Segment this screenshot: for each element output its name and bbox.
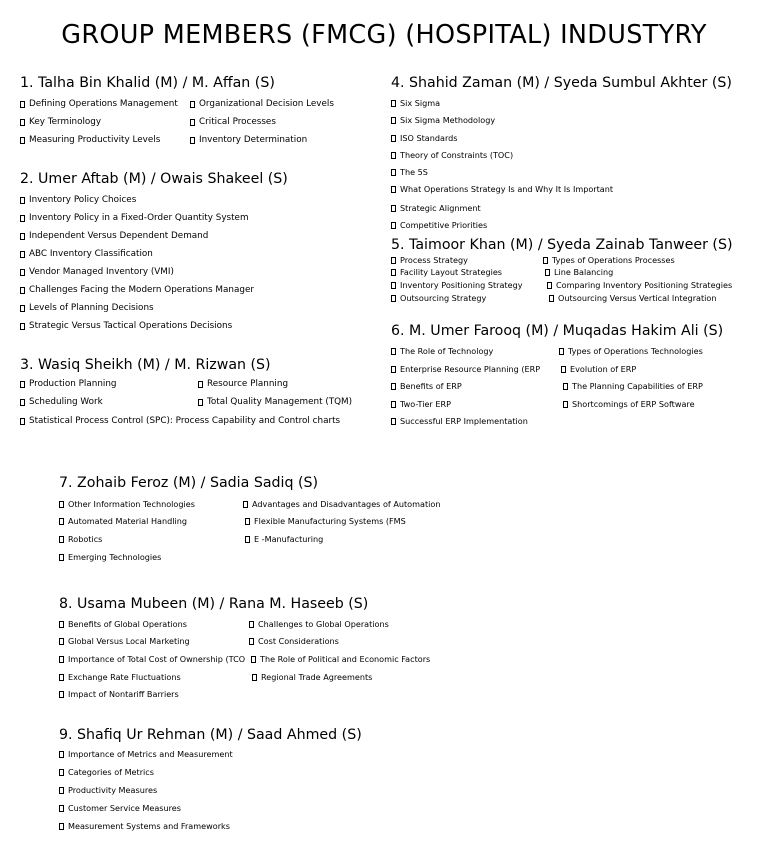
topic-item (391, 97, 440, 109)
topic-item (59, 766, 154, 778)
topic-label: Independent Versus Dependent Demand (29, 231, 209, 241)
topic-label: Scheduling Work (29, 397, 103, 407)
topic-item (20, 320, 232, 332)
checkbox-icon (391, 100, 396, 107)
topic-label: Measurement Systems and Frameworks (68, 821, 230, 831)
checkbox-icon (243, 501, 248, 508)
group-9 (59, 726, 362, 831)
topic-label: Inventory Positioning Strategy (400, 280, 523, 290)
checkbox-icon (20, 381, 25, 388)
topic-label: Successful ERP Implementation (400, 416, 528, 426)
checkbox-icon (20, 101, 25, 108)
checkbox-icon (391, 282, 396, 289)
checkbox-icon (391, 257, 396, 264)
topic-label: Total Quality Management (TQM) (207, 397, 353, 407)
checkbox-icon (563, 383, 568, 390)
topic-item (20, 284, 254, 296)
topic-label: E -Manufacturing (254, 534, 324, 544)
topic-item (391, 183, 613, 195)
group-heading: 6. M. Umer Farooq (M) / Muqadas Hakim Ali (S) (391, 323, 724, 339)
topic-label: Statistical Process Control (SPC): Process Capability and Control charts (29, 416, 341, 426)
checkbox-icon (391, 152, 396, 159)
checkbox-icon (59, 518, 64, 525)
topic-label: Outsourcing Versus Vertical Integration (558, 293, 717, 303)
checkbox-icon (20, 251, 25, 258)
group-7 (59, 474, 441, 562)
topic-label: Importance of Total Cost of Ownership (TCO (68, 654, 246, 664)
checkbox-icon (245, 518, 250, 525)
checkbox-icon (391, 418, 396, 425)
topic-item (59, 618, 187, 630)
topic-label: Types of Operations Technologies (568, 346, 703, 356)
topic-item (391, 292, 486, 304)
topic-label: Emerging Technologies (68, 552, 162, 562)
topic-label: Production Planning (29, 379, 117, 389)
topic-item (198, 378, 288, 390)
topic-label: Productivity Measures (68, 785, 158, 795)
checkbox-icon (190, 137, 195, 144)
topic-item (391, 363, 540, 375)
group-6 (391, 322, 724, 426)
topic-label: What Operations Strategy Is and Why It Is Important (400, 184, 614, 194)
topic-item (391, 345, 493, 357)
topic-item (59, 653, 245, 665)
checkbox-icon (198, 381, 203, 388)
topic-item (20, 302, 154, 314)
checkbox-icon (252, 674, 257, 681)
topic-item (243, 498, 440, 510)
topic-item (59, 533, 102, 545)
checkbox-icon (391, 117, 396, 124)
topic-item (20, 415, 340, 427)
topic-item (245, 533, 323, 545)
checkbox-icon (20, 418, 25, 425)
topic-item (190, 116, 276, 128)
topic-item (561, 363, 636, 375)
checkbox-icon (59, 769, 64, 776)
topic-label: Regional Trade Agreements (261, 672, 373, 682)
topic-label: Benefits of ERP (400, 381, 462, 391)
topic-label: The Role of Technology (400, 346, 494, 356)
topic-label: Theory of Constraints (TOC) (400, 150, 514, 160)
checkbox-icon (391, 135, 396, 142)
group-heading: 8. Usama Mubeen (M) / Rana M. Haseeb (S) (59, 596, 369, 612)
topic-label: Challenges Facing the Modern Operations Manager (29, 285, 254, 295)
topic-item (20, 194, 136, 206)
topic-label: Organizational Decision Levels (199, 99, 334, 109)
topic-label: Advantages and Disadvantages of Automation (252, 499, 441, 509)
checkbox-icon (59, 823, 64, 830)
topic-label: Facility Layout Strategies (400, 267, 503, 277)
checkbox-icon (59, 554, 64, 561)
topic-label: Six Sigma Methodology (400, 115, 496, 125)
topic-item (391, 279, 523, 291)
topic-item (20, 266, 174, 278)
topic-item (59, 671, 181, 683)
topic-label: Challenges to Global Operations (258, 619, 389, 629)
topic-item (391, 219, 487, 231)
topic-label: Categories of Metrics (68, 767, 154, 777)
checkbox-icon (59, 638, 64, 645)
topic-label: Strategic Alignment (400, 203, 481, 213)
checkbox-icon (543, 257, 548, 264)
topic-item (391, 166, 428, 178)
checkbox-icon (559, 348, 564, 355)
topic-label: Defining Operations Management (29, 99, 178, 109)
topic-item (20, 212, 249, 224)
checkbox-icon (20, 269, 25, 276)
topic-item (20, 134, 160, 146)
topic-item (198, 396, 352, 408)
topic-item (251, 653, 430, 665)
topic-item (563, 380, 703, 392)
topic-label: Inventory Determination (199, 135, 308, 145)
topic-label: Inventory Policy Choices (29, 195, 137, 205)
checkbox-icon (20, 399, 25, 406)
checkbox-icon (59, 805, 64, 812)
topic-label: Automated Material Handling (68, 516, 188, 526)
topic-item (391, 114, 495, 126)
topic-item (59, 515, 187, 527)
topic-item (391, 266, 502, 278)
topic-label: Vendor Managed Inventory (VMI) (29, 267, 174, 277)
topic-label: Impact of Nontariff Barriers (68, 689, 179, 699)
topic-label: Comparing Inventory Positioning Strategies (556, 280, 733, 290)
topic-label: Customer Service Measures (68, 803, 181, 813)
topic-item (249, 618, 389, 630)
topic-label: Other Information Technologies (68, 499, 195, 509)
checkbox-icon (391, 169, 396, 176)
topic-item (59, 748, 233, 760)
topic-item (20, 378, 117, 390)
checkbox-icon (59, 501, 64, 508)
checkbox-icon (59, 674, 64, 681)
group-3 (20, 356, 353, 426)
topic-label: Enterprise Resource Planning (ERP (400, 364, 541, 374)
topic-label: Importance of Metrics and Measurement (68, 749, 233, 759)
checkbox-icon (20, 287, 25, 294)
group-heading: 5. Taimoor Khan (M) / Syeda Zainab Tanweer (S) (391, 237, 733, 253)
topic-label: Process Strategy (400, 255, 468, 265)
checkbox-icon (391, 269, 396, 276)
topic-item (543, 254, 675, 266)
checkbox-icon (249, 638, 254, 645)
topic-item (391, 254, 468, 266)
topic-item (391, 132, 458, 144)
checkbox-icon (20, 233, 25, 240)
topic-item (563, 398, 695, 410)
checkbox-icon (391, 205, 396, 212)
topic-item (391, 398, 451, 410)
checkbox-icon (549, 295, 554, 302)
topic-item (59, 551, 161, 563)
page-title: GROUP MEMBERS (FMCG) (HOSPITAL) INDUSTYRY (61, 20, 707, 50)
checkbox-icon (20, 305, 25, 312)
group-heading: 2. Umer Aftab (M) / Owais Shakeel (S) (20, 171, 288, 187)
group-heading: 7. Zohaib Feroz (M) / Sadia Sadiq (S) (59, 475, 319, 491)
topic-label: ISO Standards (400, 133, 458, 143)
topic-item (190, 98, 334, 110)
checkbox-icon (190, 101, 195, 108)
topic-item (252, 671, 372, 683)
topic-item (190, 134, 307, 146)
topic-label: Measuring Productivity Levels (29, 135, 161, 145)
topic-label: The Planning Capabilities of ERP (572, 381, 703, 391)
group-4 (391, 74, 732, 230)
topic-label: Evolution of ERP (570, 364, 637, 374)
topic-item (391, 149, 513, 161)
group-2 (20, 170, 288, 331)
topic-label: Six Sigma (400, 98, 441, 108)
checkbox-icon (20, 323, 25, 330)
checkbox-icon (20, 197, 25, 204)
topic-item (20, 396, 103, 408)
group-heading: 4. Shahid Zaman (M) / Syeda Sumbul Akhter (S) (391, 75, 732, 91)
checkbox-icon (59, 536, 64, 543)
topic-label: Key Terminology (29, 117, 102, 127)
topic-label: Inventory Policy in a Fixed-Order Quantity System (29, 213, 249, 223)
topic-item (391, 415, 528, 427)
topic-label: Critical Processes (199, 117, 276, 127)
topic-item (545, 266, 613, 278)
topic-item (59, 820, 230, 832)
checkbox-icon (391, 186, 396, 193)
topic-item (20, 98, 178, 110)
topic-item (249, 635, 339, 647)
checkbox-icon (391, 401, 396, 408)
topic-item (59, 498, 195, 510)
topic-label: Robotics (68, 534, 103, 544)
checkbox-icon (391, 222, 396, 229)
checkbox-icon (190, 119, 195, 126)
topic-label: Flexible Manufacturing Systems (FMS (254, 516, 406, 526)
topic-label: Benefits of Global Operations (68, 619, 187, 629)
checkbox-icon (59, 787, 64, 794)
checkbox-icon (391, 295, 396, 302)
topic-item (245, 515, 406, 527)
topic-label: Competitive Priorities (400, 220, 488, 230)
topic-item (549, 292, 716, 304)
group-heading: 1. Talha Bin Khalid (M) / M. Affan (S) (20, 75, 275, 91)
checkbox-icon (59, 751, 64, 758)
group-heading: 3. Wasiq Sheikh (M) / M. Rizwan (S) (20, 357, 271, 373)
topic-item (59, 635, 190, 647)
checkbox-icon (20, 137, 25, 144)
checkbox-icon (20, 215, 25, 222)
topic-item (547, 279, 732, 291)
topic-label: The 5S (400, 167, 428, 177)
checkbox-icon (391, 383, 396, 390)
topic-label: Line Balancing (554, 267, 614, 277)
topic-label: Resource Planning (207, 379, 289, 389)
checkbox-icon (391, 366, 396, 373)
checkbox-icon (547, 282, 552, 289)
topic-label: Levels of Planning Decisions (29, 303, 154, 313)
topic-label: Global Versus Local Marketing (68, 636, 190, 646)
topic-label: Shortcomings of ERP Software (572, 399, 695, 409)
checkbox-icon (561, 366, 566, 373)
topic-item (391, 202, 481, 214)
group-1 (20, 74, 334, 145)
topic-label: Two-Tier ERP (400, 399, 451, 409)
topic-item (559, 345, 703, 357)
topic-label: Types of Operations Processes (552, 255, 675, 265)
topic-label: Outsourcing Strategy (400, 293, 487, 303)
topic-item (59, 688, 179, 700)
group-8 (59, 595, 431, 699)
topic-item (391, 380, 462, 392)
checkbox-icon (251, 656, 256, 663)
group-5 (391, 236, 733, 303)
topic-label: Exchange Rate Fluctuations (68, 672, 181, 682)
checkbox-icon (545, 269, 550, 276)
checkbox-icon (245, 536, 250, 543)
checkbox-icon (198, 399, 203, 406)
checkbox-icon (563, 401, 568, 408)
checkbox-icon (59, 621, 64, 628)
checkbox-icon (59, 656, 64, 663)
checkbox-icon (59, 691, 64, 698)
checkbox-icon (249, 621, 254, 628)
group-heading: 9. Shafiq Ur Rehman (M) / Saad Ahmed (S) (59, 727, 362, 743)
topic-item (59, 802, 181, 814)
checkbox-icon (20, 119, 25, 126)
topic-label: The Role of Political and Economic Factors (260, 654, 431, 664)
topic-item (20, 248, 153, 260)
topic-item (20, 230, 208, 242)
topic-item (59, 784, 157, 796)
topic-label: Cost Considerations (258, 636, 339, 646)
topic-item (20, 116, 101, 128)
topic-label: Strategic Versus Tactical Operations Decisions (29, 321, 233, 331)
topic-label: ABC Inventory Classification (29, 249, 153, 259)
checkbox-icon (391, 348, 396, 355)
